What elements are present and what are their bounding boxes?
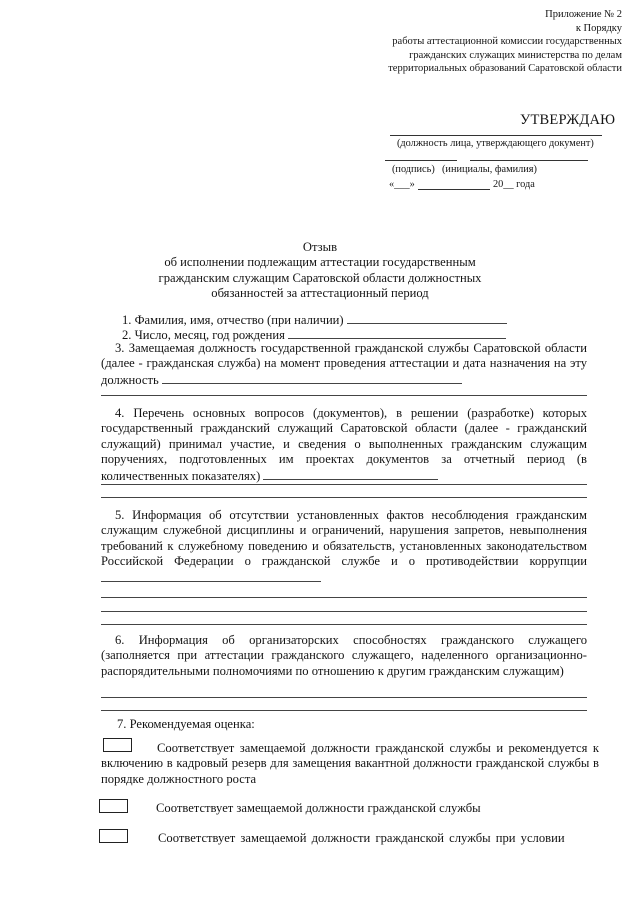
- name-caption: (инициалы, фамилия): [442, 164, 537, 175]
- item-4-text: 4. Перечень основных вопросов (документов), в решении (разработке) которых государственный гражданский служащий Саратовской области (далее - гражданский служащий) принимал участие, и сведения о выполненных гражданским служащим поручениях, подготовленных им проектах документов за отчетный период (в количественных показателях): [101, 406, 587, 483]
- blank-line: [101, 597, 587, 598]
- position-line: [390, 135, 602, 136]
- blank-line: [101, 484, 587, 485]
- item-1-fill-line: [347, 312, 507, 324]
- item-5-text: 5. Информация об отсутствии установленных фактов несоблюдения гражданским служащим служебной дисциплины и ограничений, нарушения запретов, невыполнения требований к служебному поведению и обязательств, установленных законодательством Российской Федерации о гражданской службе и о противодействии коррупции: [101, 508, 587, 569]
- position-caption: (должность лица, утверждающего документ): [397, 138, 594, 149]
- date-day: «___»: [389, 179, 415, 190]
- appendix-header: [322, 8, 622, 76]
- appendix-line: гражданских служащих министерства по делам: [409, 49, 622, 61]
- item-1: [122, 312, 507, 328]
- item-3-text: 3. Замещаемая должность государственной гражданской службы Саратовской области (далее - гражданская служба) на момент проведения аттестации и дата назначения на эту должность: [101, 341, 587, 387]
- item-2-label: 2. Число, месяц, год рождения: [122, 328, 285, 342]
- title-line: об исполнении подлежащим аттестации государственным: [164, 255, 476, 270]
- item-7: 7. Рекомендуемая оценка:: [117, 717, 255, 731]
- item-1-label: 1. Фамилия, имя, отчество (при наличии): [122, 313, 344, 327]
- appendix-line: Приложение № 2: [545, 9, 622, 20]
- signature-line: [385, 160, 457, 161]
- item-6-text: 6. Информация об организаторских способностях гражданского служащего (заполняется при аттестации гражданского служащего, наделенного организационно-распорядительными полномочиями по отношению к другим гражданским служащим): [101, 633, 587, 678]
- blank-line: [101, 624, 587, 625]
- option-1-text: Соответствует замещаемой должности гражданской службы и рекомендуется к включению в кадровый резерв для замещения вакантной должности гражданской службы в порядке должностного роста: [101, 741, 599, 786]
- option-2-checkbox[interactable]: [99, 799, 128, 813]
- blank-line: [101, 395, 587, 396]
- option-3-checkbox[interactable]: [99, 829, 128, 843]
- blank-line: [101, 497, 587, 498]
- approval-heading: УТВЕРЖДАЮ: [520, 112, 616, 128]
- document-title: [130, 240, 510, 302]
- date-year: 20__ года: [493, 179, 535, 190]
- item-2-fill-line: [288, 327, 506, 339]
- option-2-text: Соответствует замещаемой должности гражданской службы: [156, 801, 481, 815]
- item-4-fill-line: [263, 468, 438, 480]
- title-heading: Отзыв: [302, 240, 338, 254]
- appendix-line: к Порядку: [575, 22, 622, 34]
- date-month-line: [418, 189, 490, 190]
- blank-line: [101, 611, 587, 612]
- appendix-line: работы аттестационной комиссии государственных: [392, 36, 622, 48]
- item-3-fill-line: [162, 372, 462, 384]
- item-3: [101, 341, 587, 388]
- blank-line: [101, 697, 587, 698]
- option-3-text: Соответствует замещаемой должности гражданской службы при условии: [158, 831, 565, 845]
- blank-line: [101, 710, 587, 711]
- title-line: обязанностей за аттестационный период: [211, 286, 429, 301]
- title-line: гражданским служащим Саратовской области должностных: [158, 270, 482, 285]
- item-5: [101, 508, 587, 586]
- name-line: [470, 160, 588, 161]
- item-4: [101, 406, 587, 484]
- signature-caption: (подпись): [392, 164, 435, 175]
- appendix-line: территориальных образований Саратовской области: [388, 63, 622, 75]
- item-5-fill-line: [101, 570, 321, 582]
- item-6: [101, 633, 587, 679]
